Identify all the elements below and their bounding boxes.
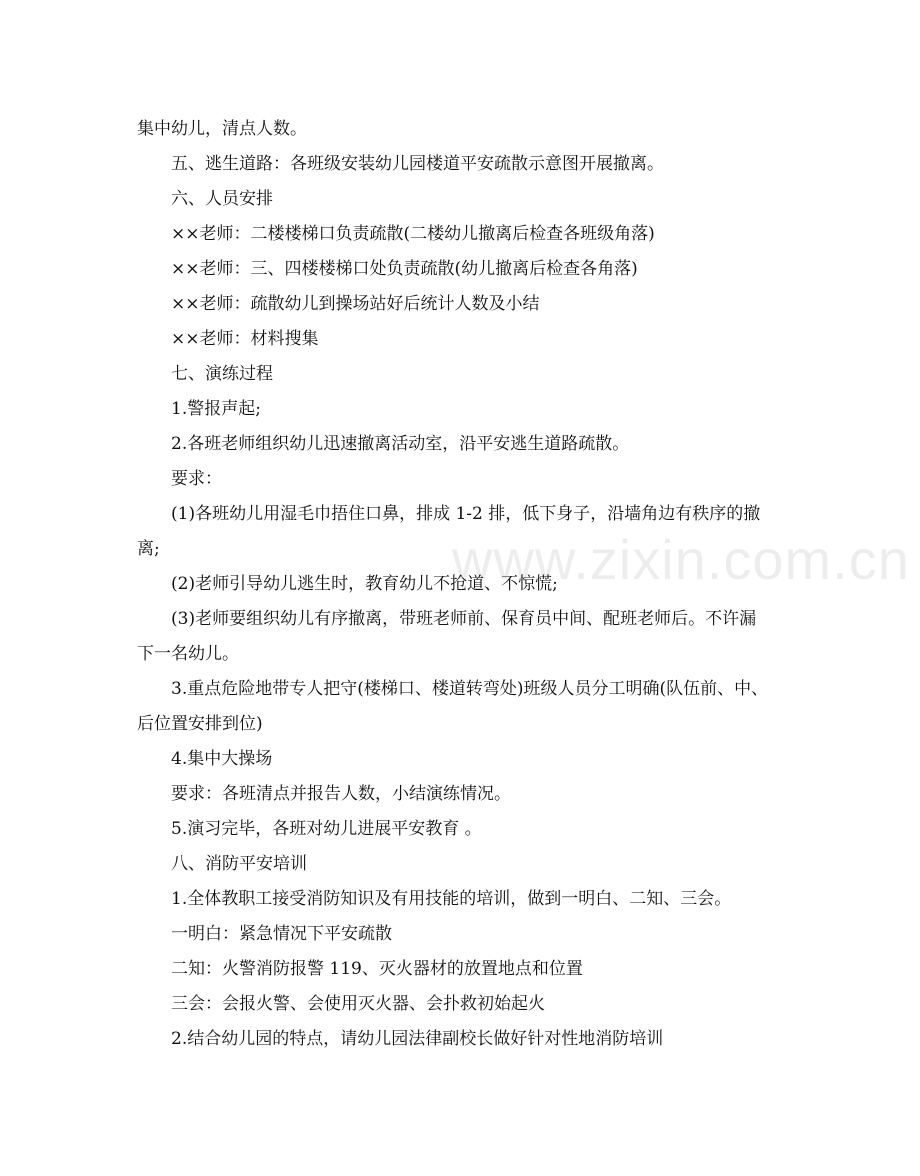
text-line: 1.全体教职工接受消防知识及有用技能的培训，做到一明白、二知、三会。 <box>171 889 732 909</box>
text-line: 要求：各班清点并报告人数，小结演练情况。 <box>171 784 511 804</box>
document-body <box>137 112 797 1057</box>
watermark: www.zixin.com.cn <box>452 528 910 591</box>
text-line: 2.各班老师组织幼儿迅速撤离活动室，沿平安逃生道路疏散。 <box>171 434 630 454</box>
text-line: 要求： <box>171 469 222 489</box>
text-line: 七、演练过程 <box>171 364 273 384</box>
text-line: 5.演习完毕，各班对幼儿进展平安教育 。 <box>171 819 482 839</box>
text-line: 六、人员安排 <box>171 189 273 209</box>
text-line: 4.集中大操场 <box>171 749 273 769</box>
text-line: 3.重点危险地带专人把守(楼梯口、楼道转弯处)班级人员分工明确(队伍前、中、 <box>171 679 769 699</box>
text-line: 后位置安排到位) <box>137 714 263 734</box>
text-line: (1)各班幼儿用湿毛巾捂住口鼻，排成 1-2 排，低下身子，沿墙角边有秩序的撤 <box>171 504 761 524</box>
text-line: 八、消防平安培训 <box>171 854 307 874</box>
text-line: ××老师：材料搜集 <box>171 329 319 349</box>
text-line: 下一名幼儿。 <box>137 644 239 664</box>
text-line: 离; <box>137 539 160 559</box>
text-line: 二知：火警消防报警 119、灭火器材的放置地点和位置 <box>171 959 583 979</box>
text-line: 一明白：紧急情况下平安疏散 <box>171 924 392 944</box>
text-line: ××老师：二楼楼梯口负责疏散(二楼幼儿撤离后检查各班级角落) <box>171 224 655 244</box>
text-line: 五、逃生道路：各班级安装幼儿园楼道平安疏散示意图开展撤离。 <box>171 154 664 174</box>
text-line: 三会：会报火警、会使用灭火器、会扑救初始起火 <box>171 994 545 1014</box>
text-line: 集中幼儿，清点人数。 <box>137 119 307 139</box>
text-line: (2)老师引导幼儿逃生时，教育幼儿不抢道、不惊慌; <box>171 574 558 594</box>
text-line: 1.警报声起; <box>171 399 261 419</box>
text-line: ××老师：三、四楼楼梯口处负责疏散(幼儿撤离后检查各角落) <box>171 259 638 279</box>
text-line: ××老师：疏散幼儿到操场站好后统计人数及小结 <box>171 294 540 314</box>
text-line: (3)老师要组织幼儿有序撤离，带班老师前、保育员中间、配班老师后。不许漏 <box>171 609 757 629</box>
text-line: 2.结合幼儿园的特点，请幼儿园法律副校长做好针对性地消防培训 <box>171 1029 664 1049</box>
